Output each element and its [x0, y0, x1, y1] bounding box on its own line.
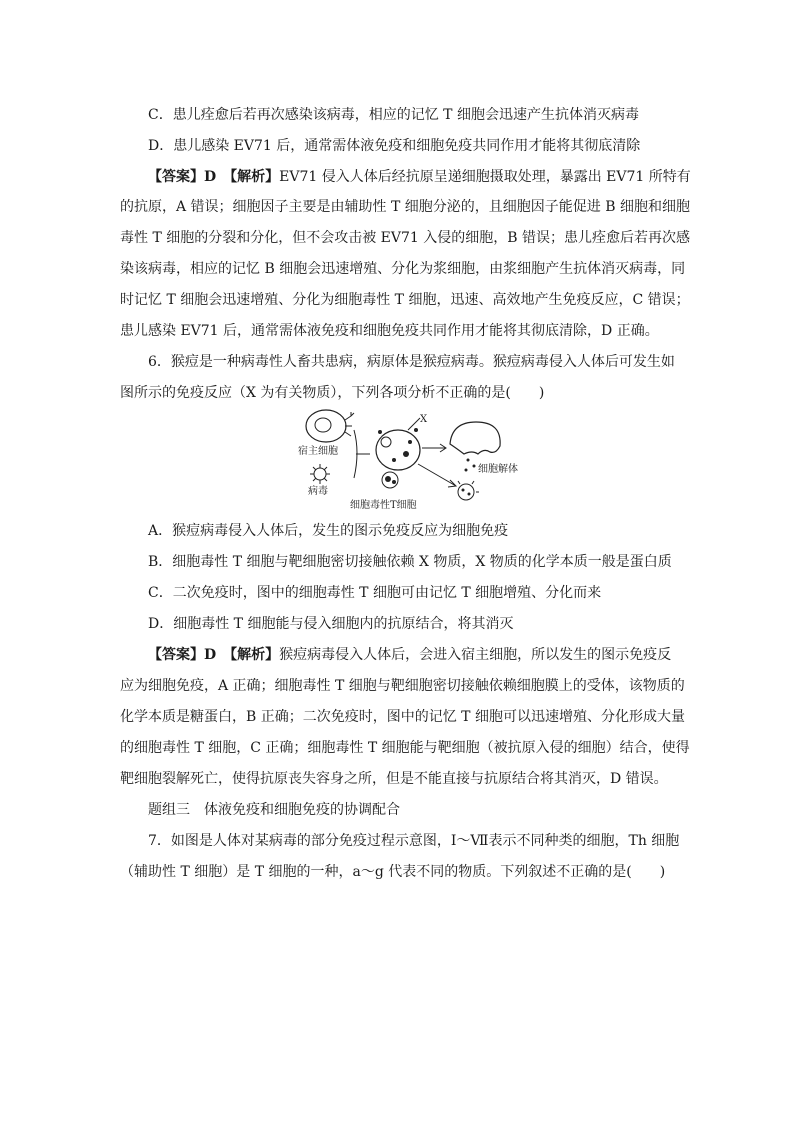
q5-analysis-line-5: 时记忆 T 细胞会迅速增殖、分化为细胞毒性 T 细胞，迅速、高效地产生免疫反应，C 错误； — [120, 292, 690, 308]
host-cell-figure — [306, 410, 354, 442]
q5-answer-label: 【答案】D — [148, 169, 217, 185]
q6-analysis-label: 【解析】 — [230, 647, 280, 663]
q5-analysis-line-1 — [148, 168, 691, 186]
q6-analysis-line-2: 应为细胞免疫，A 正确；细胞毒性 T 细胞与靶细胞密切接触依赖细胞膜上的受体，该物质的 — [120, 678, 685, 694]
q5-analysis-line-3: 毒性 T 细胞的分裂和分化，但不会攻击被 EV71 入侵的细胞，B 错误；患儿痊愈后若再次感 — [120, 230, 691, 246]
ctl-cell-figure — [382, 472, 398, 488]
q6-answer-label: 【答案】D — [148, 647, 217, 663]
q7-stem-line-1: 7．如图是人体对某病毒的部分免疫过程示意图，Ⅰ～Ⅶ表示不同种类的细胞，Th 细胞 — [148, 833, 680, 849]
section-3-heading: 题组三 体液免疫和细胞免疫的协调配合 — [148, 802, 400, 818]
q5-analysis-line-4: 染该病毒，相应的记忆 B 细胞会迅速增殖、分化为浆细胞，由浆细胞产生抗体消灭病毒，同 — [120, 261, 686, 277]
q5-analysis-line-2: 的抗原，A 错误；细胞因子主要是由辅助性 T 细胞分泌的，且细胞因子能促进 B 细胞和细胞 — [120, 199, 690, 215]
lysis-label: 细胞解体 — [478, 464, 518, 475]
arrow-to-released — [418, 464, 456, 487]
q6-option-b: B．细胞毒性 T 细胞与靶细胞密切接触依赖 X 物质，X 物质的化学本质一般是蛋白质 — [148, 554, 672, 570]
q6-analysis-line-1 — [148, 646, 671, 664]
immune-response-diagram — [290, 408, 520, 513]
q6-analysis-text: 猴痘病毒侵入人体后，会进入宿主细胞，所以发生的图示免疫反 — [279, 647, 672, 663]
q5-option-d: D．患儿感染 EV71 后，通常需体液免疫和细胞免疫共同作用才能将其彻底清除 — [148, 138, 641, 154]
target-cell-figure — [376, 418, 420, 470]
q5-analysis-label: 【解析】 — [230, 169, 280, 185]
host-cell-label: 宿主细胞 — [298, 446, 338, 457]
q6-stem-line-1: 6．猴痘是一种病毒性人畜共患病，病原体是猴痘病毒。猴痘病毒侵入人体后可发生如 — [148, 354, 675, 370]
q6-analysis-line-3: 化学本质是糖蛋白，B 正确；二次免疫时，图中的记忆 T 细胞可以迅速增殖、分化形成大量 — [120, 709, 685, 725]
x-label: X — [420, 414, 428, 425]
q6-option-d: D．细胞毒性 T 细胞能与侵入细胞内的抗原结合，将其消灭 — [148, 616, 514, 632]
q5-analysis-line-6: 患儿感染 EV71 后，通常需体液免疫和细胞免疫共同作用才能将其彻底清除，D 正确。 — [120, 323, 659, 339]
q5-option-c: C．患儿痊愈后若再次感染该病毒，相应的记忆 T 细胞会迅速产生抗体消灭病毒 — [148, 107, 639, 123]
q6-stem-line-2: 图所示的免疫反应（X 为有关物质），下列各项分析不正确的是( ) — [120, 385, 545, 401]
q6-option-c: C．二次免疫时，图中的细胞毒性 T 细胞可由记忆 T 细胞增殖、分化而来 — [148, 585, 602, 601]
virus-figure — [310, 464, 330, 484]
released-virus-figure — [458, 481, 479, 500]
q6-option-a: A．猴痘病毒侵入人体后，发生的图示免疫反应为细胞免疫 — [148, 523, 509, 539]
q6-analysis-line-5: 靶细胞裂解死亡，使得抗原丧失容身之所，但是不能直接与抗原结合将其消灭，D 错误。 — [120, 771, 668, 787]
q5-analysis-text: EV71 侵入人体后经抗原呈递细胞摄取处理，暴露出 EV71 所特有 — [279, 169, 691, 185]
ctl-label: 细胞毒性T细胞 — [350, 500, 417, 511]
q7-stem-line-2: （辅助性 T 细胞）是 T 细胞的一种，a～g 代表不同的物质。下列叙述不正确的是( ) — [120, 864, 666, 880]
virus-label: 病毒 — [308, 486, 328, 497]
arrow-to-lysis — [422, 444, 446, 452]
q6-analysis-line-4: 的细胞毒性 T 细胞，C 正确；细胞毒性 T 细胞能与靶细胞（被抗原入侵的细胞）结合，使得 — [120, 740, 690, 756]
